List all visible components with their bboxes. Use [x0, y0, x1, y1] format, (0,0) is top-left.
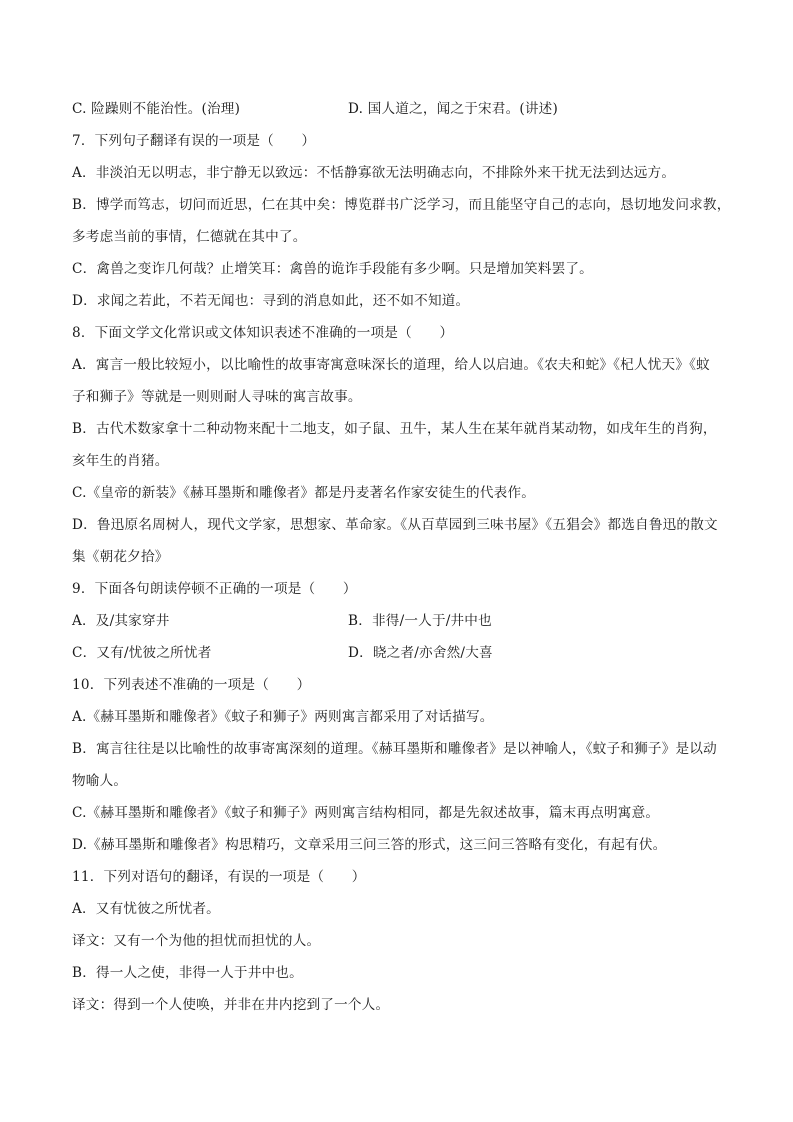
q8-option-a-line2: 子和狮子》等就是一则则耐人寻味的寓言故事。: [72, 389, 362, 405]
q10-option-d: D.《赫耳墨斯和雕像者》构思精巧，文章采用三问三答的形式，这三问三答略有变化，有起有伏。: [72, 837, 667, 853]
q8-option-b-line1: B．古代术数家拿十二种动物来配十二地支，如子鼠、丑牛，某人生在某年就肖某动物，如戌年生的肖狗，: [72, 421, 717, 437]
q9-options-row1: [72, 612, 492, 630]
q11-option-b-translation: 译文：得到一个人使唤，并非在井内挖到了一个人。: [72, 997, 390, 1013]
q10-option-c: C.《赫耳墨斯和雕像者》《蚊子和狮子》两则寓言结构相同，都是先叙述故事，篇末再点明寓意。: [72, 805, 660, 821]
q9-options-row2: [72, 644, 493, 662]
q6-options-row: [72, 100, 558, 118]
q7-option-c: C．禽兽之变诈几何哉？止增笑耳：禽兽的诡诈手段能有多少啊。只是增加笑料罢了。: [72, 261, 593, 277]
q7-option-b-line1: B．博学而笃志，切问而近思，仁在其中矣：博览群书广泛学习，而且能坚守自己的志向，恳切地发问求教，: [72, 197, 731, 213]
q8-stem: 8．下面文学文化常识或文体知识表述不准确的一项是（ ）: [72, 325, 454, 341]
q9-option-d: D．晓之者/亦舍然/大喜: [348, 645, 493, 661]
q6-option-c: C. 险躁则不能治性。(治理): [72, 101, 241, 117]
q11-option-a: A．又有忧彼之所忧者。: [72, 901, 220, 917]
q10-option-b-line2: 物喻人。: [72, 773, 128, 789]
q9-option-a: A．及/其家穿井: [72, 613, 170, 629]
q8-option-b-line2: 亥年生的肖猪。: [72, 453, 169, 469]
q11-option-b: B．得一人之使，非得一人于井中也。: [72, 965, 303, 981]
q7-stem: 7．下列句子翻译有误的一项是（ ）: [72, 133, 316, 149]
q9-option-b: B．非得/一人于/井中也: [348, 613, 492, 629]
q8-option-d-line2: 集《朝花夕拾》: [72, 549, 169, 565]
q10-stem: 10．下列表述不准确的一项是（ ）: [72, 677, 311, 693]
q6-option-d: D. 国人道之，闻之于宋君。(讲述): [348, 101, 558, 117]
q9-option-c: C．又有/忧彼之所忧者: [72, 645, 212, 661]
q7-option-a: A．非淡泊无以明志，非宁静无以致远：不恬静寡欲无法明确志向，不排除外来干扰无法到达远方。: [72, 165, 676, 181]
q7-option-b-line2: 多考虑当前的事情，仁德就在其中了。: [72, 229, 307, 245]
q8-option-c: C.《皇帝的新装》《赫耳墨斯和雕像者》都是丹麦著名作家安徒生的代表作。: [72, 485, 536, 501]
q11-option-a-translation: 译文：又有一个为他的担忧而担忧的人。: [72, 933, 321, 949]
q9-stem: 9．下面各句朗读停顿不正确的一项是（ ）: [72, 581, 357, 597]
q8-option-d-line1: D．鲁迅原名周树人，现代文学家，思想家、革命家。《从百草园到三味书屋》《五猖会》都选自鲁迅的散文: [72, 517, 718, 533]
q7-option-d: D．求闻之若此，不若无闻也：寻到的消息如此，还不如不知道。: [72, 293, 470, 309]
q10-option-a: A.《赫耳墨斯和雕像者》《蚊子和狮子》两则寓言都采用了对话描写。: [72, 709, 494, 725]
q10-option-b-line1: B．寓言往往是以比喻性的故事寄寓深刻的道理。《赫耳墨斯和雕像者》是以神喻人，《蚊子和狮子》是以动: [72, 741, 717, 757]
q8-option-a-line1: A．寓言一般比较短小，以比喻性的故事寄寓意味深长的道理，给人以启迪。《农夫和蛇》《杞人忧天》《蚊: [72, 357, 710, 373]
q11-stem: 11．下列对语句的翻译，有误的一项是（ ）: [72, 869, 366, 885]
